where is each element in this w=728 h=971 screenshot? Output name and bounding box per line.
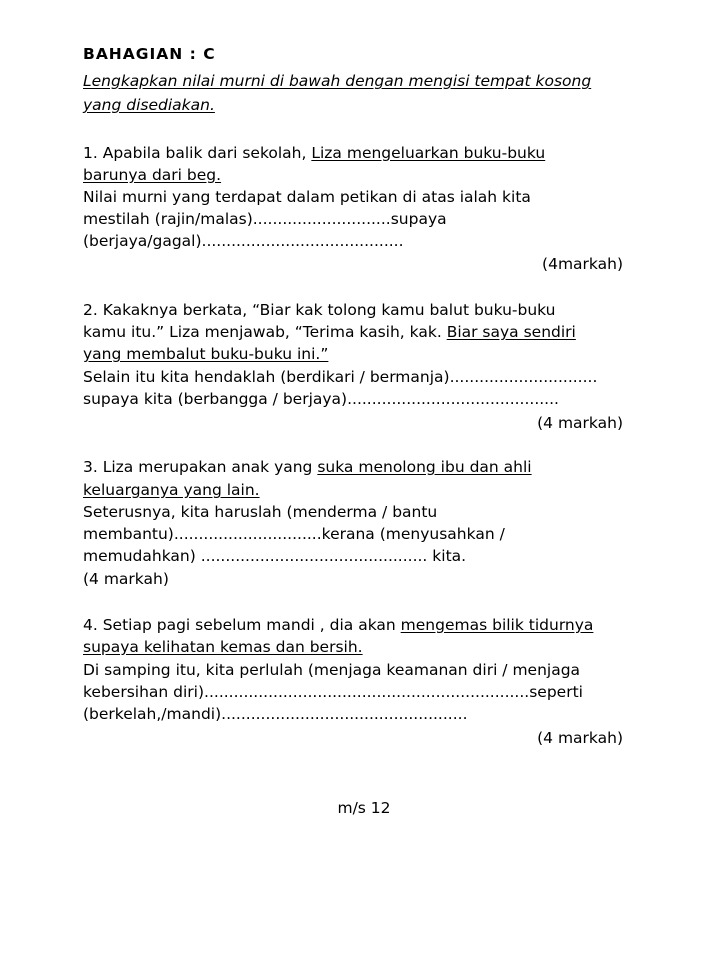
q1-line-4: mestilah (rajin/malas)............................supaya bbox=[83, 210, 447, 228]
q2-line-1: 2. Kakaknya berkata, “Biar kak tolong kamu balut buku-buku bbox=[83, 301, 556, 319]
q4-line-3: Di samping itu, kita perlulah (menjaga keamanan diri / menjaga bbox=[83, 661, 581, 679]
q2-line-5: supaya kita (berbangga / berjaya)........................................... bbox=[83, 390, 559, 408]
section-title: BAHAGIAN : C bbox=[83, 45, 216, 63]
q4-text: 4. Setiap pagi sebelum mandi , dia akan bbox=[83, 616, 401, 634]
q1-underlined-text: Liza mengeluarkan buku-buku bbox=[311, 144, 546, 162]
q1-line-3: Nilai murni yang terdapat dalam petikan di atas ialah kita bbox=[83, 188, 531, 206]
q1-line-1 bbox=[83, 143, 545, 163]
q4-line-4: kebersihan diri)..................................................................seperti bbox=[83, 683, 583, 701]
q3-line-5: memudahkan) .............................................. kita. bbox=[83, 547, 467, 565]
q2-line-4: Selain itu kita hendaklah (berdikari / bermanja).............................. bbox=[83, 368, 598, 386]
q3-line-4: membantu)..............................kerana (menyusahkan / bbox=[83, 525, 505, 543]
q3-underlined-text: suka menolong ibu dan ahli bbox=[317, 458, 532, 476]
q1-marks: (4markah) bbox=[542, 255, 623, 273]
q2-marks: (4 markah) bbox=[537, 414, 623, 432]
q2-line-2 bbox=[83, 322, 576, 342]
q1-line-2: barunya dari beg. bbox=[83, 166, 222, 184]
q4-line-2: supaya kelihatan kemas dan bersih. bbox=[83, 638, 363, 656]
q3-line-2: keluarganya yang lain. bbox=[83, 481, 260, 499]
instruction-line-1: Lengkapkan nilai murni di bawah dengan mengisi tempat kosong bbox=[83, 72, 592, 90]
page-number: m/s 12 bbox=[337, 799, 391, 817]
q3-text: 3. Liza merupakan anak yang bbox=[83, 458, 318, 476]
q2-underlined-text: Biar saya sendiri bbox=[446, 323, 576, 341]
q1-text: 1. Apabila balik dari sekolah, bbox=[83, 144, 312, 162]
q4-line-1 bbox=[83, 615, 593, 635]
q2-text: kamu itu.” Liza menjawab, “Terima kasih, kak. bbox=[83, 323, 447, 341]
q4-underlined-text: mengemas bilik tidurnya bbox=[400, 616, 594, 634]
q1-line-5: (berjaya/gagal)......................................... bbox=[83, 232, 404, 250]
q4-marks: (4 markah) bbox=[537, 729, 623, 747]
q3-line-3: Seterusnya, kita haruslah (menderma / bantu bbox=[83, 503, 438, 521]
q3-line-1 bbox=[83, 457, 532, 477]
q2-line-3: yang membalut buku-buku ini.” bbox=[83, 345, 329, 363]
instruction-line-2: yang disediakan. bbox=[83, 96, 215, 114]
q4-line-5: (berkelah,/mandi).................................................. bbox=[83, 705, 468, 723]
q3-marks: (4 markah) bbox=[83, 570, 169, 588]
